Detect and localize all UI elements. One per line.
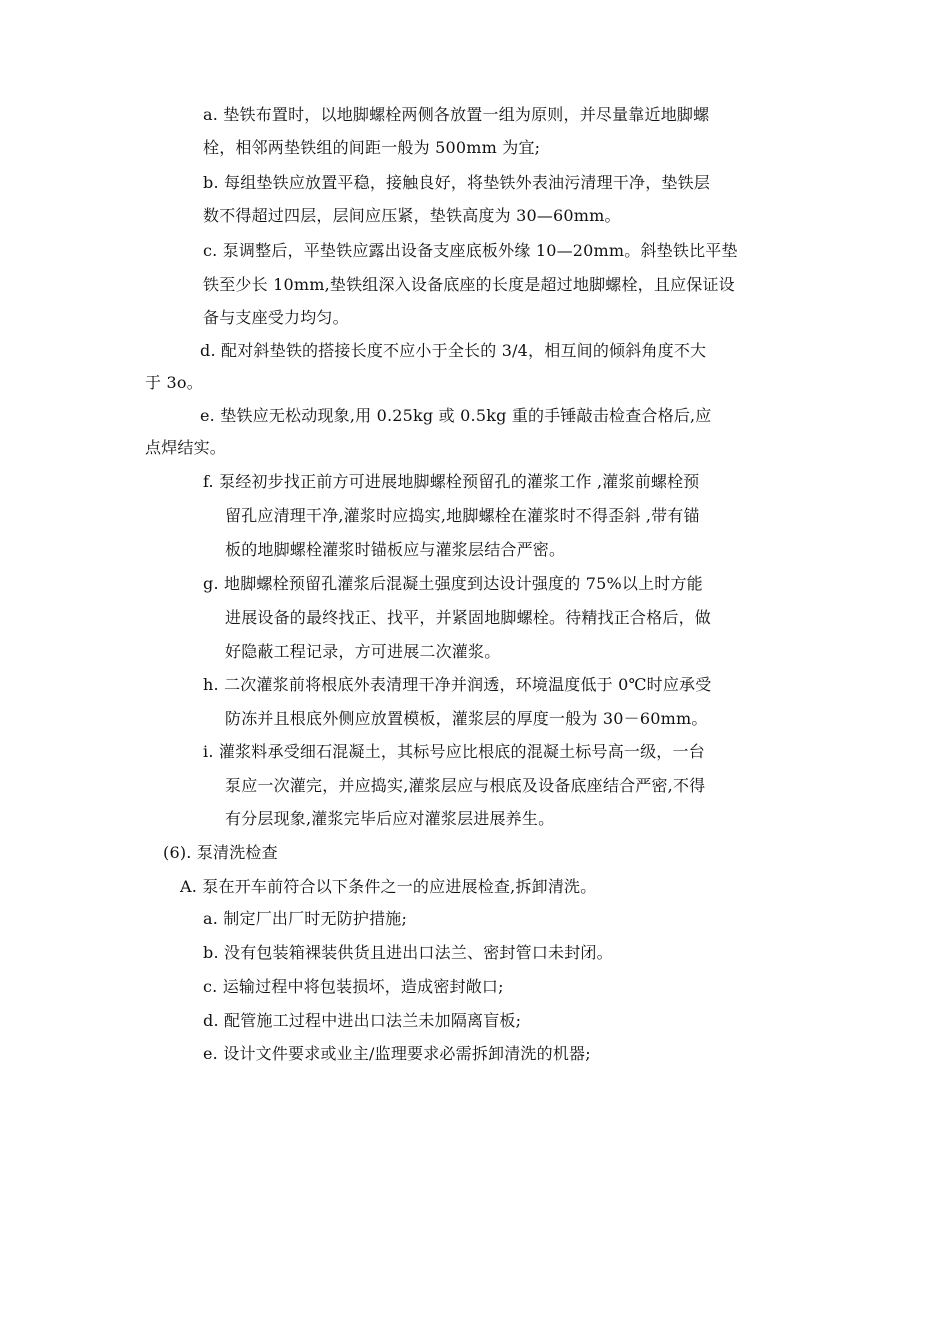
text-line-b-1: b. 每组垫铁应放置平稳，接触良好，将垫铁外表油污清理干净，垫铁层 (203, 173, 711, 192)
text-line-b-2: 数不得超过四层，层间应压紧，垫铁高度为 30—60mm。 (203, 206, 621, 225)
list-item-d: d. 配管施工过程中进出口法兰未加隔离盲板; (203, 1011, 522, 1030)
section-heading-pump-cleaning: (6). 泵清洗检查 (163, 843, 278, 862)
text-line-c-3: 备与支座受力均匀。 (203, 308, 349, 327)
text-line-f-1: f. 泵经初步找正前方可进展地脚螺栓预留孔的灌浆工作 ,灌浆前螺栓预 (203, 472, 700, 491)
text-line-e-2: 点焊结实。 (145, 438, 227, 457)
text-line-i-1: i. 灌浆料承受细石混凝土，其标号应比根底的混凝土标号高一级，一台 (203, 742, 705, 761)
list-item-c: c. 运输过程中将包装损坏，造成密封敞口; (203, 977, 504, 996)
text-line-g-1: g. 地脚螺栓预留孔灌浆后混凝土强度到达设计强度的 75%以上时方能 (203, 574, 703, 593)
text-line-f-2: 留孔应清理干净,灌浆时应捣实,地脚螺栓在灌浆时不得歪斜 ,带有锚 (225, 506, 700, 525)
text-line-g-3: 好隐蔽工程记录，方可进展二次灌浆。 (225, 642, 501, 661)
text-line-c-1: c. 泵调整后，平垫铁应露出设备支座底板外缘 10—20mm。斜垫铁比平垫 (203, 241, 738, 260)
text-line-i-2: 泵应一次灌完，并应捣实,灌浆层应与根底及设备底座结合严密,不得 (225, 776, 706, 795)
list-item-a: a. 制定厂出厂时无防护措施; (203, 909, 408, 928)
text-line-h-2: 防冻并且根底外侧应放置模板，灌浆层的厚度一般为 30－60mm。 (225, 709, 708, 728)
text-line-h-1: h. 二次灌浆前将根底外表清理干净并润透，环境温度低于 0℃时应承受 (203, 675, 712, 694)
text-line-d-2: 于 3o。 (145, 373, 203, 392)
text-line-A: A. 泵在开车前符合以下条件之一的应进展检查,拆卸清洗。 (180, 877, 597, 896)
list-item-e: e. 设计文件要求或业主/监理要求必需拆卸清洗的机器; (203, 1044, 591, 1063)
text-line-a-1: a. 垫铁布置时，以地脚螺栓两侧各放置一组为原则，并尽量靠近地脚螺 (203, 105, 710, 124)
text-line-a-2: 栓，相邻两垫铁组的间距一般为 500mm 为宜; (203, 138, 541, 157)
text-line-g-2: 进展设备的最终找正、找平，并紧固地脚螺栓。待精找正合格后，做 (225, 608, 712, 627)
text-line-c-2: 铁至少长 10mm,垫铁组深入设备底座的长度是超过地脚螺栓，且应保证设 (203, 275, 735, 294)
text-line-d-1: d. 配对斜垫铁的搭接长度不应小于全长的 3/4，相互间的倾斜角度不大 (200, 341, 707, 360)
text-line-e-1: e. 垫铁应无松动现象,用 0.25kg 或 0.5kg 重的手锤敲击检查合格后,应 (200, 406, 712, 425)
text-line-i-3: 有分层现象,灌浆完毕后应对灌浆层进展养生。 (225, 809, 555, 828)
list-item-b: b. 没有包装箱裸装供货且进出口法兰、密封管口未封闭。 (203, 943, 613, 962)
text-line-f-3: 板的地脚螺栓灌浆时锚板应与灌浆层结合严密。 (225, 540, 566, 559)
